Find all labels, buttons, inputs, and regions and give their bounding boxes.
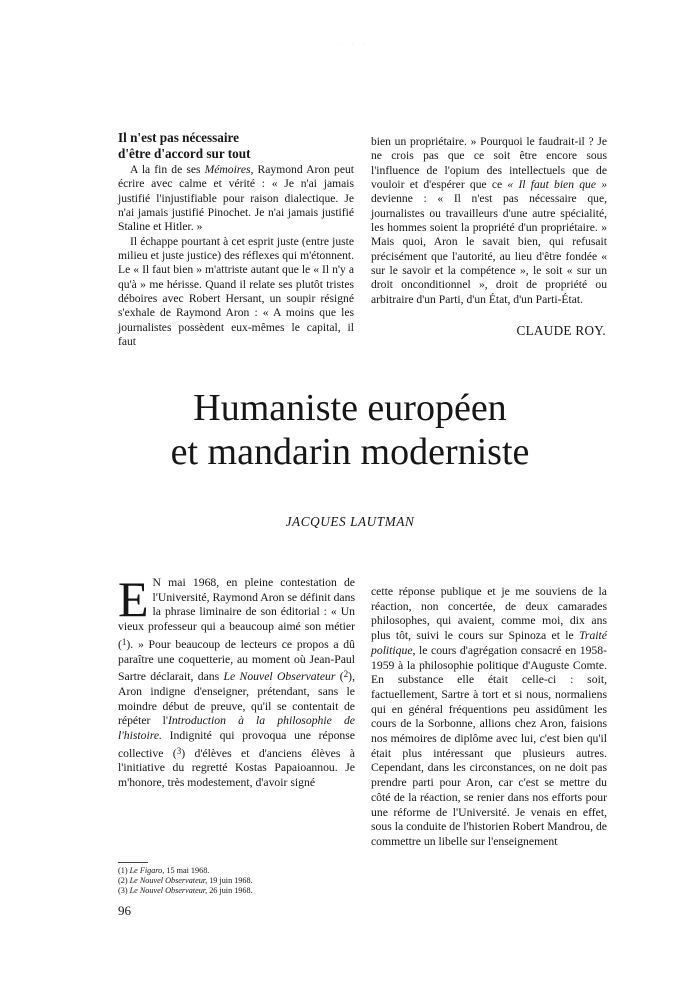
review-heading [118, 130, 354, 162]
footnote-number: (3) [118, 886, 128, 896]
review-column-right [371, 135, 607, 307]
review-paragraph [118, 163, 354, 235]
footnote-source: Le Nouvel Observateur, [129, 886, 208, 896]
text-run: ). » Pour beaucoup de lecteurs ce propos a dû paraître une coquetterie, au moment où Jean-Paul Sartre déclarait, dans [118, 637, 355, 684]
text-run: Indignité qui provoqua une réponse collective ( [118, 729, 355, 760]
footnote-ref: 1 [121, 636, 127, 647]
text-run: bien un propriétaire. » Pourquoi le faudrait-il ? Je ne crois pas que ce soit être encore sous l'influence de l'opium des intellectuels que de vouloir et d'espérer que ce [371, 135, 607, 192]
footnotes [118, 866, 358, 897]
text-run: ) d'élèves et d'anciens élèves à l'initiative du regretté Kostas Papaioannou. Je m'honore, très modestement, d'avoir signé [118, 746, 355, 790]
book-title: Traité politique, [371, 629, 607, 657]
article-author: JACQUES LAUTMAN [285, 514, 415, 529]
footnote-divider [118, 862, 148, 863]
footnote-source: Le Nouvel Observateur, [129, 876, 208, 886]
text-run: ( [335, 670, 344, 684]
book-title: Introduction à la philosophie de l'histoire. [118, 714, 355, 743]
text-run: le cours d'agrégation consacré en 1958-1959 à la philosophie politique d'Auguste Comte. En substance elle était celle-ci : soit, factuellement, Sartre à tort et si nous, normaliens qui en général fréquentions peu assidûment les cours de la Sorbonne, allions chez Aron, faisions nos mémoires de diplôme avec lui, c'est bien qu'il était plus intéressant que plusieurs autres. Cependant, dans les circonstances, on ne doit pas prendre parti pour Aron, car c'est se mettre du côté de la réaction, se renier dans nos efforts pour une réforme de l'Université. Je venais en effet, sous la conduite de l'historien Robert Mandrou, de commettre un libelle sur l'enseignement [371, 643, 607, 848]
italic-quote: « Il faut bien que » [507, 178, 607, 192]
review-heading-line2: d'être d'accord sur tout [118, 146, 251, 161]
article-title-line2: et mandarin moderniste [170, 431, 530, 473]
text-run: N mai 1968, en pleine contestation de l'Université, Raymond Aron se définit dans la phrase liminaire de son éditorial : « Un vieux professeur qui a beaucoup aimé son métier ( [118, 576, 355, 651]
text-run: A la fin de ses [130, 163, 205, 176]
footnote-ref: 3 [176, 745, 182, 756]
page-number: 96 [118, 903, 131, 918]
review-signature: CLAUDE ROY. [516, 323, 606, 338]
article-column-left [118, 571, 355, 791]
footnote-source: Le Figaro, [129, 866, 165, 875]
book-title: Mémoires, [204, 163, 254, 176]
review-heading-line1: Il n'est pas nécessaire [118, 130, 240, 145]
drop-cap: E [118, 571, 149, 627]
article-paragraph [371, 585, 607, 850]
footnote-number: (2) [118, 876, 128, 886]
publication-title: Le Nouvel Observateur [223, 670, 336, 684]
review-column-left [118, 130, 354, 349]
footnote [118, 876, 358, 886]
article-column-right [371, 585, 607, 850]
review-paragraph [371, 135, 607, 307]
text-run: cette réponse publique et je me souviens de la réaction, non concertée, de deux camarades philosophes, qui avaient, comme moi, dix ans plus tôt, suivi le cours sur Spinoza et le [371, 585, 607, 643]
footnote [118, 886, 358, 896]
footnote [118, 866, 358, 876]
footnote-number: (1) [118, 866, 128, 875]
footnote-date: 26 juin 1968. [209, 886, 253, 896]
article-title-line1: Humaniste européen [193, 387, 507, 429]
text-run: Raymond Aron peut écrire avec calme et vérité : « Je n'ai jamais justifié l'injustifiable pour raison dialectique. Je n'ai jamais justifié Pinochet. Je n'ai jamais justifié Staline et Hitler. » [118, 163, 354, 234]
footnote-date: 19 juin 1968. [209, 876, 253, 886]
article-paragraph [118, 571, 355, 791]
review-paragraph: Il échappe pourtant à cet esprit juste (entre juste milieu et juste justice) des réflexes qui m'étonnent. Le « Il faut bien » m'attriste autant que le « Il n'y a qu'à » me hérisse. Quand il relate ses plutôt tristes déboires avec Robert Hersant, un soupir résigné s'exhale de Raymond Aron : « A moins que les journalistes possèdent eux-mêmes le capital, il faut [118, 234, 354, 349]
text-run: devienne : « Il n'est pas nécessaire que, journalistes ou travailleurs d'une autre spécialité, les hommes soient la propriété d'un propriétaire. » Mais quoi, Aron le savait bien, qui refusait précisément que l'autorité, au lieu d'être fondée « sur le savoir et la compétence », le soit « sur un droit onconditionnel », droit de propriété ou arbitraire d'un Parti, d'un État, d'un Parti-État. [371, 192, 607, 306]
footnote-ref: 2 [343, 669, 349, 680]
article-title [70, 386, 630, 474]
text-run: ), Aron indigne d'enseigner, prétendant, sans le moindre début de preuve, qu'il se contentait de répéter l' [118, 670, 355, 728]
scan-mark: · · · [340, 42, 369, 48]
footnote-date: 15 mai 1968. [166, 866, 210, 875]
